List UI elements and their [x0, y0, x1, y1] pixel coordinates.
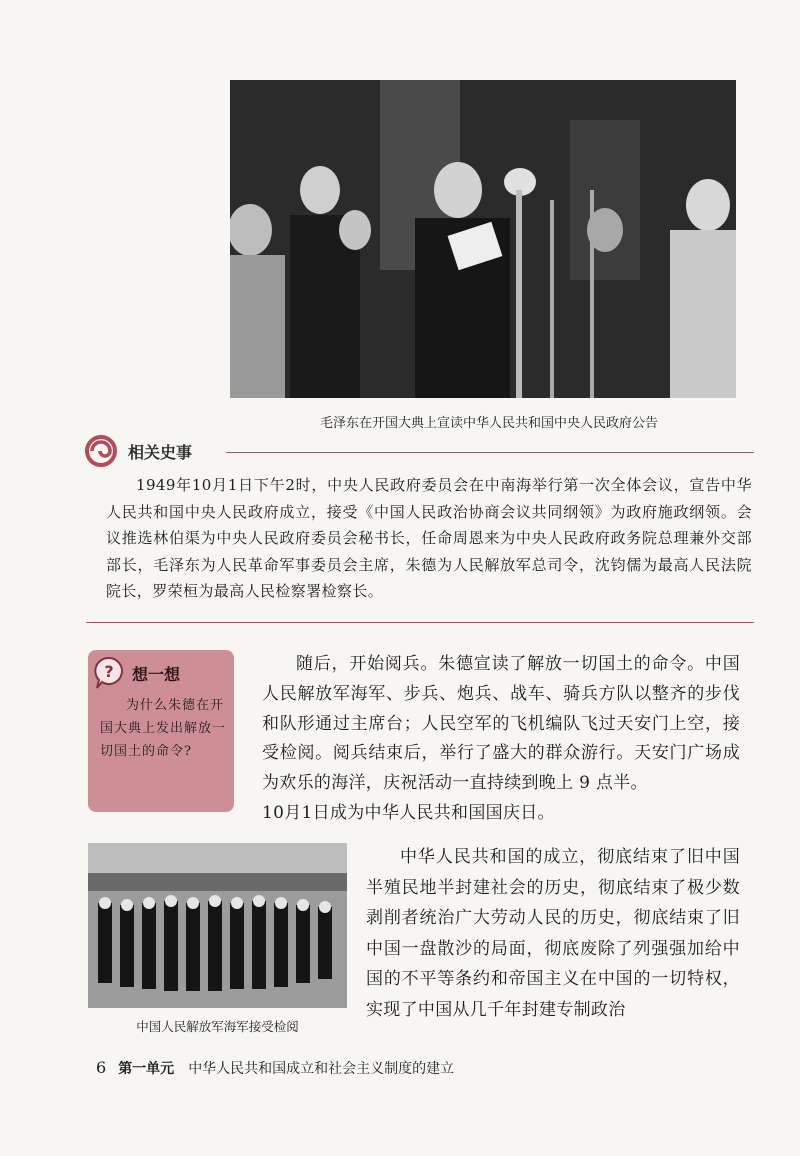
think-box [88, 650, 234, 812]
divider-bottom [86, 622, 754, 623]
think-title: 想一想 [132, 665, 181, 684]
related-history-body [106, 472, 752, 605]
navy-parade-photo-icon [88, 843, 347, 1008]
unit-title: 中华人民共和国成立和社会主义制度的建立 [188, 1061, 455, 1077]
question-bubble-icon [94, 656, 124, 690]
photo-caption-main: 毛泽东在开国大典上宣读中华人民共和国中央人民政府公告 [319, 416, 658, 431]
founding-ceremony-photo-icon [230, 80, 736, 398]
main-paragraph-2 [366, 842, 740, 1026]
related-history-text: 1949年10月1日下午2时，中央人民政府委员会在中南海举行第一次全体会议，宣告中华人民共和国中央人民政府成立，接受《中国人民政治协商会议共同纲领》为政府施政纲领。会议推选林伯渠为中央人民政府委员会秘书长，任命周恩来为中央人民政府政务院总理兼外交部部长，毛泽东为人民革命军事委员会主席，朱德为人民解放军总司令，沈钧儒为最高人民法院院长，罗荣桓为最高人民检察署检察长。 [106, 476, 752, 601]
photo-navy-parade [88, 843, 347, 1008]
significance-text: 中华人民共和国的成立，彻底结束了旧中国半殖民地半封建社会的历史，彻底结束了极少数剥削者统治广大劳动人民的历史，彻底结束了旧中国一盘散沙的局面，彻底废除了列强强加给中国的不平等条约和帝国主义在中国的一切特权，实现了中国从几千年封建专制政治 [366, 847, 740, 1020]
spiral-icon [84, 434, 118, 468]
divider-top [226, 452, 754, 453]
main-paragraph-1 [262, 650, 740, 829]
photo-caption-navy: 中国人民解放军海军接受检阅 [136, 1019, 299, 1034]
national-day-text: 10月1日成为中华人民共和国国庆日。 [262, 802, 555, 823]
svg-text:?: ? [104, 662, 114, 681]
related-history-title: 相关史事 [128, 443, 193, 462]
related-history-header [84, 434, 754, 468]
parade-text: 随后，开始阅兵。朱德宣读了解放一切国土的命令。中国人民解放军海军、步兵、炮兵、战车、骑兵方队以整齐的步伐和队形通过主席台；人民空军的飞机编队飞过天安门上空，接受检阅。阅兵结束后，举行了盛大的群众游行。天安门广场成为欢乐的海洋，庆祝活动一直持续到晚上 9 点半。 [262, 654, 740, 794]
unit-label: 第一单元 [118, 1061, 175, 1077]
page-number: 6 [96, 1058, 107, 1077]
think-question: 为什么朱德在开国大典上发出解放一切国土的命令? [100, 698, 227, 759]
photo-founding-ceremony [230, 80, 736, 398]
page-footer [96, 1058, 454, 1078]
